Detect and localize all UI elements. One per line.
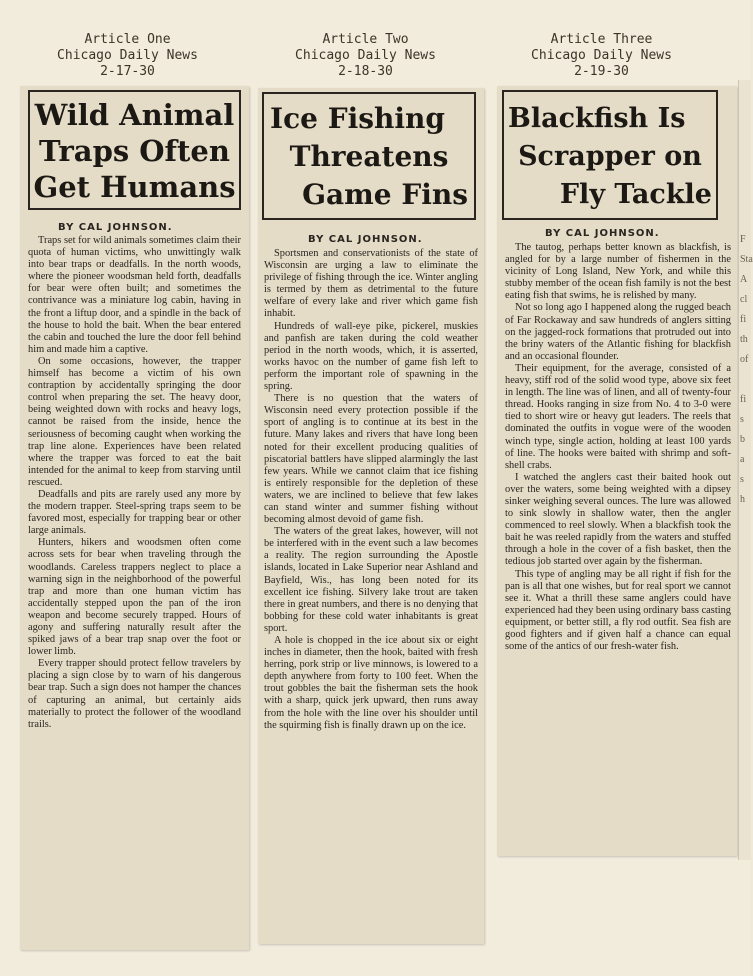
partial-clipping-text — [740, 230, 753, 510]
article-date: 2-19-30 — [574, 64, 629, 79]
article-label: Article Three — [550, 32, 653, 47]
partial-clipping-fragment: th — [740, 334, 748, 345]
partial-clipping-fragment — [740, 370, 753, 390]
article-two-headline — [262, 92, 476, 220]
partial-clipping-fragment: h — [740, 494, 745, 505]
paragraph: Their equipment, for the average, consisted of a heavy, stiff rod of the solid wood type, above six feet in length. The line was of linen, and all of twenty-four thread. Hooks ranging in size from No. 4 to 3-0 were tied to short wire or heavy gut leaders. The reels that dominated the outfits in vogue were of the wooden winch type, single action, holding at least 100 yards of line. The hooks were baited with shrimp and soft-shell crabs. — [505, 362, 731, 471]
article-one-meta — [40, 32, 215, 80]
paragraph: Sportsmen and conservationists of the state of Wisconsin are urging a law to eliminate the privilege of fishing through the ice. Winter angling is termed by them as detrimental to the future welfare of every lake and river which game fish inhabit. — [264, 248, 478, 320]
paragraph: The waters of the great lakes, however, will not be interfered with in the event such a law becomes a reality. The region surrounding the Apostle islands, located in Lake Superior near Ashland and Bayfield, Wis., has long been noted for its excellent ice fishing. Silvery lake trout are taken there in great numbers, and there is no denying that bobbing for these cold water inhabitants is great sport. — [264, 526, 478, 634]
article-three-meta — [514, 32, 689, 80]
paragraph: This type of angling may be all right if fish for the pan is all that one wishes, but for real sport we cannot see it. What a thrill these same anglers could have experienced had they been using ordinary bass casting equipment, or better still, a fly rod outfit. Sea fish are good fighters and if given half a chance can equal some of the antics of our fresh-water fish. — [505, 568, 731, 653]
headline-line: Game Fins — [302, 178, 468, 211]
partial-clipping-fragment: fi — [740, 394, 747, 405]
headline-line: Traps Often — [39, 134, 230, 168]
headline-line: Wild Animal — [34, 98, 235, 132]
article-label: Article Two — [322, 32, 409, 47]
partial-clipping-fragment: b — [740, 434, 745, 445]
article-two-byline: BY CAL JOHNSON. — [308, 234, 423, 245]
headline-line: Ice Fishing — [270, 102, 445, 135]
headline-line: Get Humans — [33, 170, 236, 204]
partial-clipping-fragment: F — [740, 234, 746, 245]
article-three-body — [505, 242, 731, 852]
article-source: Chicago Daily News — [57, 48, 198, 63]
article-source: Chicago Daily News — [531, 48, 672, 63]
paragraph: There is no question that the waters of Wisconsin need every protection possible if the sport of angling is to continue at its best in the future. Many lakes and rivers that have long been noted for their excellent producing qualities of piscatorial battlers have slipped alarmingly the last few years. While we cannot claim that ice fishing is entirely responsible for the depletion of these waters, we are inclined to believe that few lakes can stand winter and summer fishing without becoming almost devoid of game fish. — [264, 393, 478, 526]
paragraph: Every trapper should protect fellow travelers by placing a sign close by to warn of his dangerous bear trap. Such a sign does not hamper the chances of capturing an animal, but certainly aids materially to protect the follower of the woodland trails. — [28, 658, 241, 730]
headline-line: Blackfish Is — [508, 103, 686, 134]
headline-line: Fly Tackle — [559, 179, 712, 210]
partial-clipping-fragment: fi — [740, 314, 747, 325]
partial-clipping-fragment: a — [740, 454, 745, 465]
paragraph: Hunters, hikers and woodsmen often come across sets for bear when traveling through the woodlands. Careless trappers neglect to place a warning sign in the neighborhood of the powerful trap and more than one human victim has accidentally stepped upon the pan of the iron weapon and become securely trapped. Hours of agony and suffering naturally result after the spiked jaws of a bear trap snap over the foot or lower limb. — [28, 537, 241, 658]
paragraph: Deadfalls and pits are rarely used any more by the modern trapper. Steel-spring traps seem to be favored most, especially for trapping bear or other large animals. — [28, 488, 241, 537]
article-label: Article One — [84, 32, 171, 47]
article-two-body — [264, 248, 478, 938]
paragraph: On some occasions, however, the trapper himself has become a victim of his own contraption by accidentally springing the door control when preparing the set. The heavy door, being weighted down with rocks and heavy logs, cannot be raised from the inside, hence the seriousness of becoming caught when working the trap line alone. Experiences have been related where the trapper was forced to eat the bait intended for the animal to keep from starving until rescued. — [28, 355, 241, 488]
paragraph: I watched the anglers cast their baited hook out over the waters, some being weighted with a dipsey sinker weighing several ounces. The lure was allowed to sink slowly in shallow water, then the angler commenced to reel slowly. When a blackfish took the bait he was reeled rapidly from the waters and stuffed through a hole in the cover of a fish basket, then the tedious job started over again by the fisherman. — [505, 471, 731, 568]
paragraph: Traps set for wild animals sometimes claim their quota of human victims, who unwittingly walk into bear traps or deadfalls. In the north woods, where the pioneer woodsman held forth, deadfalls for bear were often built; and sometimes the contrivance was a miniature log cabin, having in the front a liftup door, and a spindle in the back of the house to hold the bait. When the bear entered the cabin and touched the lure the door fell behind him and made him a captive. — [28, 235, 241, 355]
partial-clipping-fragment: s — [740, 414, 744, 425]
article-date: 2-17-30 — [100, 64, 155, 79]
article-two-clipping — [258, 88, 484, 944]
article-one-clipping — [20, 86, 249, 950]
article-two-meta — [278, 32, 453, 80]
partial-clipping-fragment: A — [740, 274, 748, 285]
article-one-body — [28, 235, 241, 943]
article-one-byline: BY CAL JOHNSON. — [58, 222, 173, 233]
partial-clipping-edge — [738, 80, 751, 860]
article-source: Chicago Daily News — [295, 48, 436, 63]
article-date: 2-18-30 — [338, 64, 393, 79]
headline-line: Threatens — [289, 140, 449, 173]
partial-clipping-fragment: cl — [740, 294, 748, 305]
headline-line: Scrapper on — [518, 141, 702, 172]
article-three-byline: BY CAL JOHNSON. — [545, 228, 660, 239]
article-three-clipping — [497, 86, 737, 856]
partial-clipping-fragment: s — [740, 474, 744, 485]
paragraph: Not so long ago I happened along the rugged beach of Far Rockaway and saw hundreds of anglers sitting on the jagged-rock formations that protruded out into the briny waters of the Atlantic fishing for blackfish and an occasional flounder. — [505, 302, 731, 362]
paragraph: A hole is chopped in the ice about six or eight inches in diameter, then the hook, baited with fresh herring, pork strip or live minnows, is lowered to a depth anywhere from forty to 100 feet. When the trout gobbles the bait the fisherman sets the hook with a sharp, quick jerk upward, then runs away from the hole with the line over his shoulder until the squirming fish is finally drawn up on the ice. — [264, 635, 478, 731]
partial-clipping-fragment: of — [740, 354, 749, 365]
paragraph: The tautog, perhaps better known as blackfish, is angled for by a large number of fishermen in the vicinity of Long Island, New York, and while this stubby member of the ocean fish family is not the best eating fish that swims, he is relished by many. — [505, 242, 731, 302]
partial-clipping-fragment: Sta — [740, 254, 753, 265]
paragraph: Hundreds of wall-eye pike, pickerel, muskies and panfish are taken during the cold weather period in the north woods, which, it is asserted, works havoc on the number of game fish left to perform the important role of spawning in the spring. — [264, 320, 478, 393]
article-one-headline — [28, 90, 241, 210]
article-three-headline — [502, 90, 718, 220]
